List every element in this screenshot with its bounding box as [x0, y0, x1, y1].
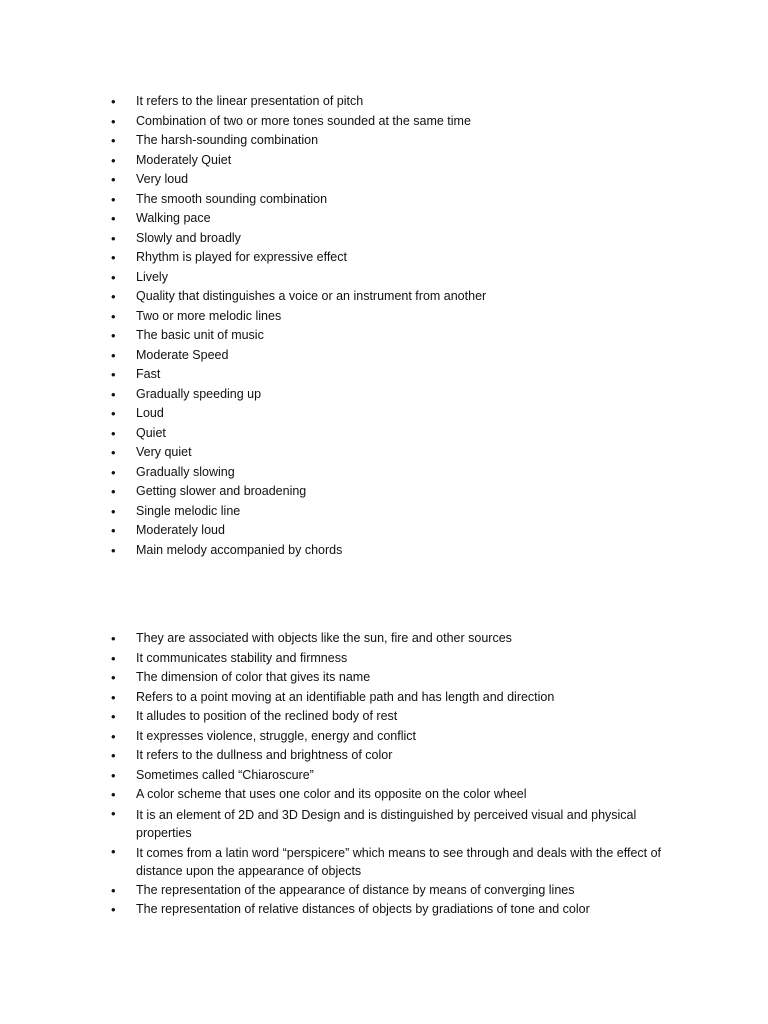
list-item: • The dimension of color that gives its name — [0, 668, 768, 688]
list-item: • Getting slower and broadening — [0, 482, 768, 502]
list-item: • It communicates stability and firmness — [0, 649, 768, 669]
list-item: • It comes from a latin word “perspicere” which means to see through and deals with the effect of distance upon the appearance of objects — [0, 843, 768, 881]
list-item: • The basic unit of music — [0, 326, 768, 346]
list-item: • They are associated with objects like the sun, fire and other sources — [0, 629, 768, 649]
list-item: • Lively — [0, 268, 768, 288]
list-item: • It alludes to position of the reclined body of rest — [0, 707, 768, 727]
list-item: • It refers to the linear presentation of pitch — [0, 92, 768, 112]
list-item: • It expresses violence, struggle, energy and conflict — [0, 727, 768, 747]
list-item: • A color scheme that uses one color and its opposite on the color wheel — [0, 785, 768, 805]
list-item: • Refers to a point moving at an identifiable path and has length and direction — [0, 688, 768, 708]
list-item: • The smooth sounding combination — [0, 190, 768, 210]
music-terms-list — [0, 92, 768, 560]
list-item: • Fast — [0, 365, 768, 385]
list-item: • Very loud — [0, 170, 768, 190]
list-item: • Quiet — [0, 424, 768, 444]
list-item: • Very quiet — [0, 443, 768, 463]
list-item: • It is an element of 2D and 3D Design and is distinguished by perceived visual and physical properties — [0, 805, 768, 843]
art-terms-list — [0, 629, 768, 920]
list-item: • Quality that distinguishes a voice or an instrument from another — [0, 287, 768, 307]
list-item: • The harsh-sounding combination — [0, 131, 768, 151]
list-item: • Loud — [0, 404, 768, 424]
list-item: • Moderate Speed — [0, 346, 768, 366]
list-item: • Moderately loud — [0, 521, 768, 541]
list-item: • Moderately Quiet — [0, 151, 768, 171]
list-item: • Single melodic line — [0, 502, 768, 522]
list-item: • The representation of the appearance of distance by means of converging lines — [0, 881, 768, 901]
list-item: • Combination of two or more tones sounded at the same time — [0, 112, 768, 132]
list-item: • It refers to the dullness and brightness of color — [0, 746, 768, 766]
list-item: • Main melody accompanied by chords — [0, 541, 768, 561]
list-item: • Gradually speeding up — [0, 385, 768, 405]
list-item: • Rhythm is played for expressive effect — [0, 248, 768, 268]
list-item: • Slowly and broadly — [0, 229, 768, 249]
list-item: • The representation of relative distances of objects by gradiations of tone and color — [0, 900, 768, 920]
list-item: • Gradually slowing — [0, 463, 768, 483]
list-item: • Walking pace — [0, 209, 768, 229]
list-item: • Sometimes called “Chiaroscure” — [0, 766, 768, 786]
list-item: • Two or more melodic lines — [0, 307, 768, 327]
